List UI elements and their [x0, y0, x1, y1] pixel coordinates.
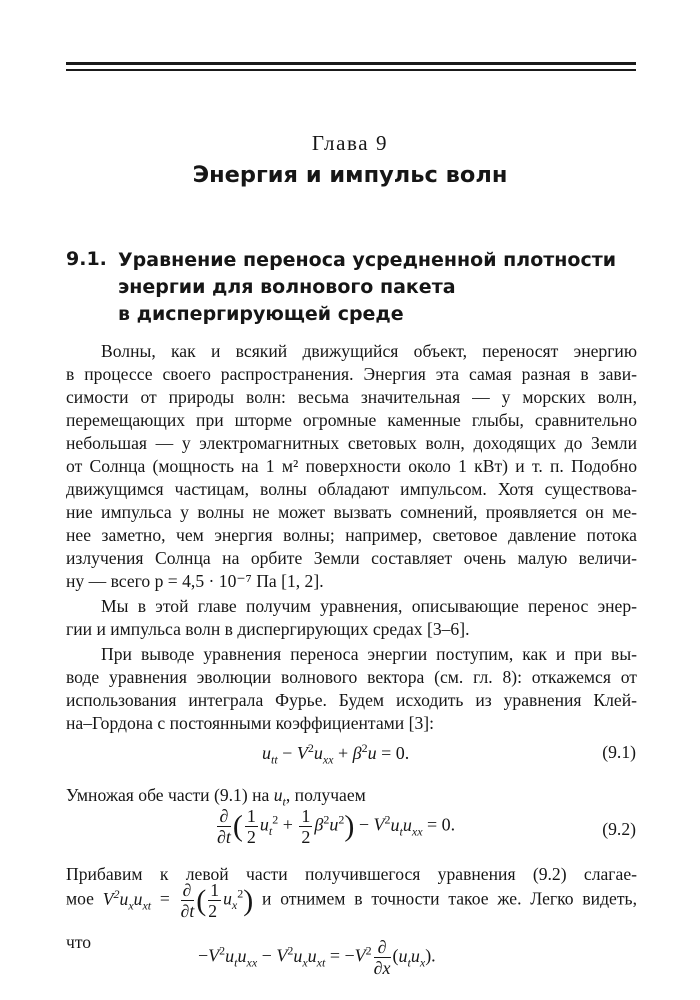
equation-9-1: $u_{tt} - V^2u_{xx} + \beta^2u = 0$. — [262, 741, 410, 767]
chapter-label: Глава 9 — [311, 131, 389, 155]
equation-number: (9.1) — [602, 742, 636, 762]
text-line: на–Гордона с постоянными коэффициентами [3]: — [66, 713, 434, 733]
text-line: При выводе уравнения переноса энергии поступим, как и при вы- — [101, 644, 637, 664]
text-line: небольшая — у электромагнитных световых волн, доходящих до Земли — [66, 433, 637, 453]
text-line: мое $V^2u_xu_{xt}$ = $\frac{\partial}{\partial t}$ ( $\frac{1}{2}$ $u_x^2$) и отнимем в точности такое же. Легко видеть, — [66, 880, 637, 921]
text-line: использования интеграла Фурье. Будем исходить из уравнения Клей- — [66, 690, 637, 710]
text-line: излучения Солнца на орбите Земли составляет очень малую величи- — [66, 548, 637, 568]
text-line: от Солнца (мощность на 1 м² поверхности около 1 кВт) и т. п. Подобно — [66, 456, 637, 476]
text-line: симости от природы волн: весьма значительная — у морских волн, — [66, 387, 637, 407]
text-line: ние импульса у волны не может вызвать сомнений, проявляется он ме- — [66, 502, 637, 522]
top-rule — [66, 62, 636, 65]
text-line: Прибавим к левой части получившегося уравнения (9.2) слагае- — [66, 864, 637, 884]
equation-number: (9.2) — [602, 819, 636, 839]
equation-9-2: $\frac{\partial}{\partial t}$ ( $\frac{1}{2}$ $u_t^2$ + $\frac{1}{2}$ $\beta^2u^2) - V^2u_tu_{xx} = 0$. — [217, 806, 456, 847]
text-line: в процессе своего распространения. Энергия эта самая разная в зави- — [66, 364, 637, 384]
text-line: что — [66, 932, 92, 952]
chapter-title: Энергия и импульс волн — [192, 162, 508, 188]
text-line: ну — всего p = 4,5 · 10⁻⁷ Па [1, 2]. — [66, 571, 324, 591]
text-line: перемещающих при шторме огромные каменные глыбы, сравнительно — [66, 410, 637, 430]
top-rule-thin — [66, 69, 636, 71]
equation-unnumbered: $-V^2u_tu_{xx} - V^2u_xu_{xt} = -V^2$ $\frac{\partial}{\partial x}$ $(u_tu_x)$. — [198, 937, 436, 978]
section-number: 9.1. — [66, 248, 107, 270]
text-line: воде уравнения эволюции волнового вектора (см. гл. 8): откажемся от — [66, 667, 637, 687]
text-line: движущимся частицам, волны обладают импульсом. Хотя существова- — [66, 479, 637, 499]
text-line: гии и импульса волн в диспергирующих средах [3–6]. — [66, 619, 470, 639]
text-line: Умножая обе части (9.1) на $u_t$, получаем — [66, 785, 366, 809]
text-line: Волны, как и всякий движущийся объект, переносят энергию — [101, 341, 637, 361]
section-title-line: в диспергирующей среде — [118, 303, 404, 325]
section-title-line: Уравнение переноса усредненной плотности — [118, 249, 617, 271]
section-title-line: энергии для волнового пакета — [118, 276, 456, 298]
text-line: Мы в этой главе получим уравнения, описывающие перенос энер- — [101, 596, 637, 616]
text-line: нее заметно, чем энергия волны; например, световое давление потока — [66, 525, 637, 545]
